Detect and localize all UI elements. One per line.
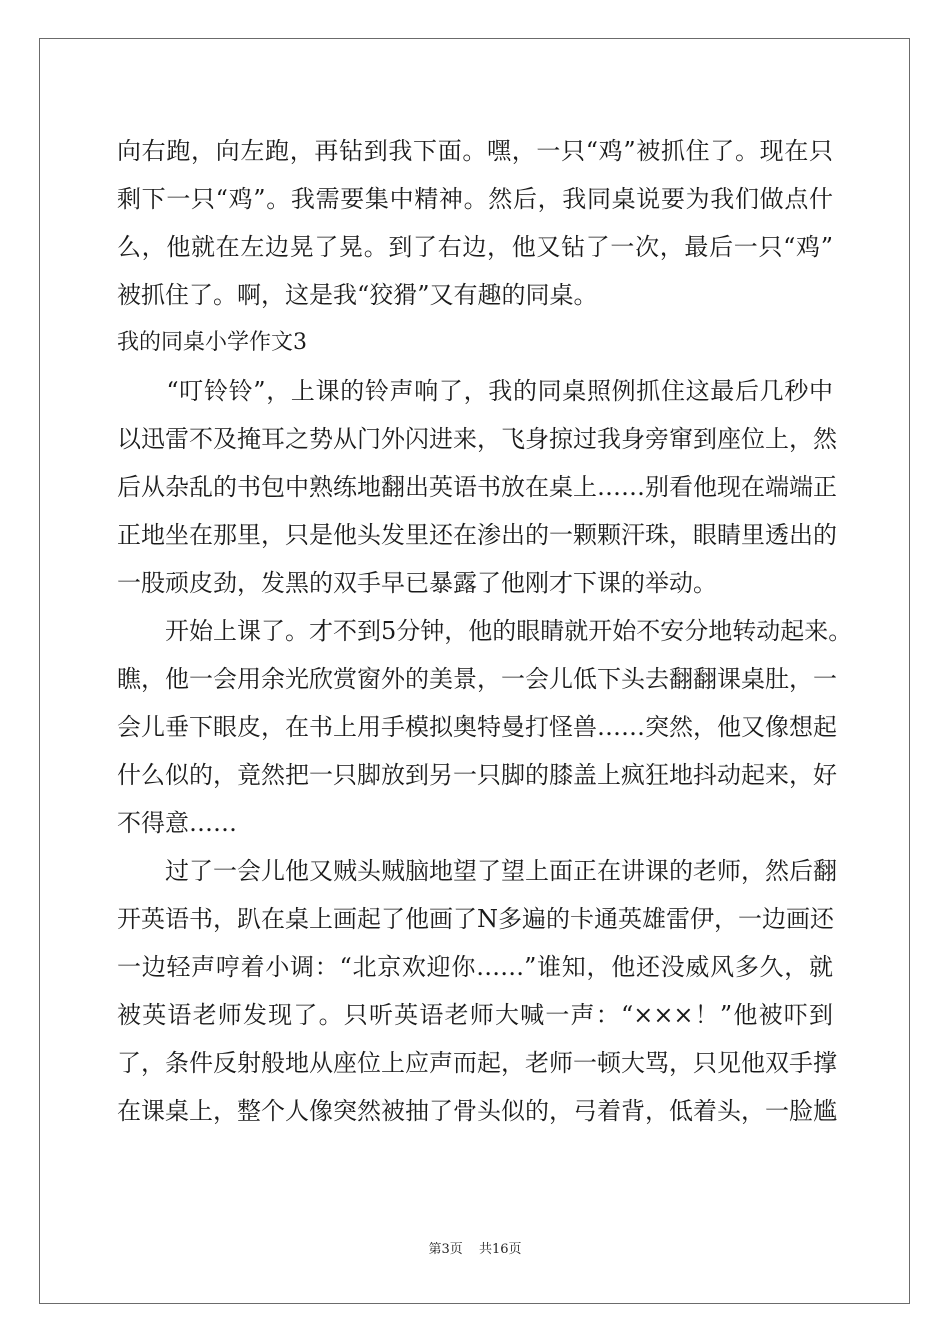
- text-line: 正地坐在那里，只是他头发里还在渗出的一颗颗汗珠，眼睛里透出的: [117, 521, 837, 549]
- text-line: 什么似的，竟然把一只脚放到另一只脚的膝盖上疯狂地抖动起来，好: [117, 761, 837, 789]
- text-line: 被英语老师发现了。只听英语老师大喊一声：“×××！”他被吓到: [117, 1001, 833, 1029]
- text-line: 会儿垂下眼皮，在书上用手模拟奥特曼打怪兽……突然，他又像想起: [117, 713, 837, 741]
- text-line: 开始上课了。才不到5分钟，他的眼睛就开始不安分地转动起来。: [117, 617, 853, 645]
- document-body: [117, 127, 853, 1135]
- text-line: 么，他就在左边晃了晃。到了右边，他又钻了一次，最后一只“鸡”: [117, 233, 833, 261]
- text-line: 开英语书，趴在桌上画起了他画了N多遍的卡通英雄雷伊，一边画还: [117, 905, 834, 933]
- text-line: “叮铃铃”，上课的铃声响了，我的同桌照例抓住这最后几秒中: [117, 377, 833, 405]
- page-footer: [0, 1238, 950, 1257]
- page-total: 共16页: [478, 1242, 522, 1257]
- text-line: 向右跑，向左跑，再钻到我下面。嘿，一只“鸡”被抓住了。现在只: [117, 137, 833, 165]
- text-line: 瞧，他一会用余光欣赏窗外的美景，一会儿低下头去翻翻课桌肚，一: [117, 665, 837, 693]
- text-line: 被抓住了。啊，这是我“狡猾”又有趣的同桌。: [117, 281, 598, 309]
- text-line: 了，条件反射般地从座位上应声而起，老师一顿大骂，只见他双手撑: [117, 1049, 837, 1077]
- text-line: 一边轻声哼着小调：“北京欢迎你……”谁知，他还没威风多久，就: [117, 953, 833, 981]
- page-number: 第3页: [428, 1242, 463, 1257]
- text-line: 剩下一只“鸡”。我需要集中精神。然后，我同桌说要为我们做点什: [117, 185, 833, 213]
- text-line: 一股顽皮劲，发黑的双手早已暴露了他刚才下课的举动。: [117, 569, 717, 597]
- text-line: 不得意……: [117, 809, 237, 837]
- section-heading: 我的同桌小学作文3: [117, 330, 307, 355]
- text-line: 后从杂乱的书包中熟练地翻出英语书放在桌上……别看他现在端端正: [117, 473, 837, 501]
- text-line: 以迅雷不及掩耳之势从门外闪进来，飞身掠过我身旁窜到座位上，然: [117, 425, 837, 453]
- text-line: 过了一会儿他又贼头贼脑地望了望上面正在讲课的老师，然后翻: [117, 857, 837, 885]
- text-line: 在课桌上，整个人像突然被抽了骨头似的，弓着背，低着头，一脸尴: [117, 1097, 837, 1125]
